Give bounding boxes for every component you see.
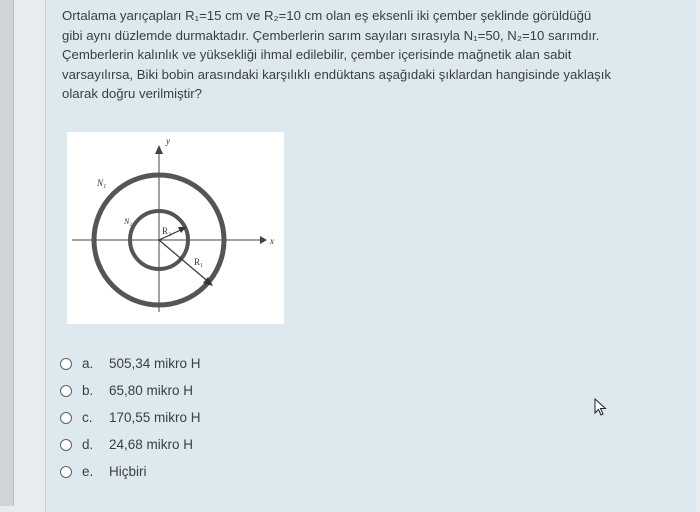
radio-unchecked-icon[interactable] [60, 412, 72, 424]
option-text: 170,55 mikro H [109, 410, 201, 425]
question-line-1: Ortalama yarıçapları R₁=15 cm ve R₂=10 cm olan eş eksenli iki çember şeklinde görüldüğü [62, 8, 592, 23]
option-text: 505,34 mikro H [109, 356, 201, 371]
r1-label: R₁ [194, 257, 204, 267]
coils-diagram [67, 132, 284, 324]
question-line-3: Çemberlerin kalınlık ve yüksekliği ihmal edilebilir, çember içerisinde mağnetik alan sabit [62, 47, 572, 62]
option-text: Hiçbiri [109, 464, 147, 479]
n2-label: N₂ [124, 217, 133, 226]
coaxial-coils-figure [67, 132, 284, 324]
option-letter: b. [82, 383, 94, 398]
radio-unchecked-icon[interactable] [60, 385, 72, 397]
option-c[interactable] [60, 404, 201, 431]
option-d[interactable] [60, 431, 201, 458]
mouse-pointer-icon [594, 398, 608, 423]
option-text: 24,68 mikro H [109, 437, 194, 452]
n1-label: N₁ [97, 178, 107, 188]
question-line-2: gibi aynı düzlemde durmaktadır. Çemberlerin sarım sayıları sırasıyla N₁=50, N₂=10 sarımdır. [62, 27, 600, 43]
radio-unchecked-icon[interactable] [60, 358, 72, 370]
option-b[interactable] [60, 377, 201, 404]
question-line-5: olarak doğru verilmiştir? [62, 86, 202, 101]
radio-unchecked-icon[interactable] [60, 439, 72, 451]
x-axis-label: x [270, 236, 274, 246]
answer-options [60, 350, 201, 485]
option-text: 65,80 mikro H [109, 383, 194, 398]
y-axis-label: y [166, 136, 170, 146]
x-axis-arrow [260, 236, 267, 244]
r1-radius-line [159, 240, 211, 284]
option-letter: d. [82, 437, 94, 452]
option-a[interactable] [60, 350, 201, 377]
option-letter: e. [82, 464, 94, 479]
option-letter: c. [82, 410, 93, 425]
radio-unchecked-icon[interactable] [60, 466, 72, 478]
option-e[interactable] [60, 458, 201, 485]
y-axis-arrow [155, 145, 163, 154]
question-text [62, 6, 642, 104]
option-letter: a. [82, 356, 94, 371]
r2-label: R₂ [162, 226, 172, 236]
left-edge-panel [0, 0, 14, 506]
question-line-4: varsayılırsa, Biki bobin arasındaki karşılıklı endüktans aşağıdaki şıklardan hangisinde yaklaşık [62, 66, 612, 82]
